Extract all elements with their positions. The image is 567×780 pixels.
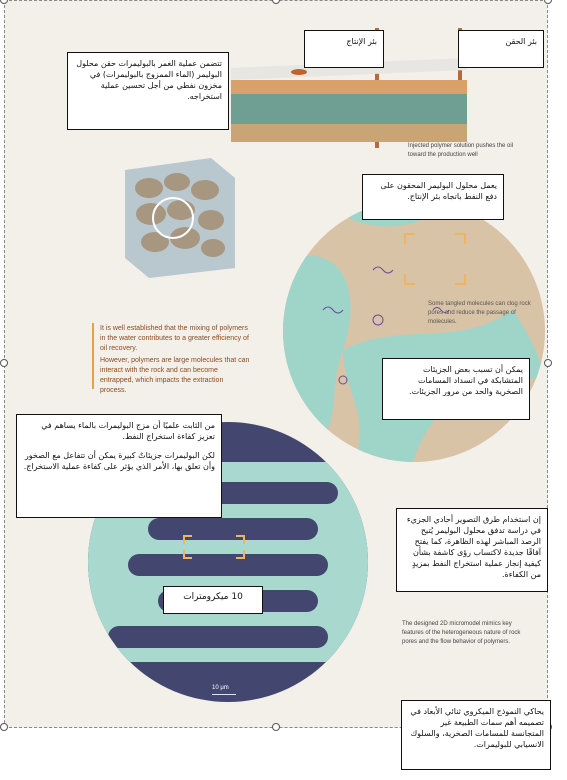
tangled-molecules-caption: Some tangled molecules can clog rock pores and reduce the passage of molecules. <box>428 301 531 325</box>
callout-tangled-molecules[interactable]: يمكن أن تسبب بعض الجزيئات المتشابكة في انسداد المسامات الصخرية والحد من مرور الجزيئات. <box>382 358 530 420</box>
callout-microscopy[interactable]: إن استخدام طرق التصوير أحادي الجزيء في دراسة تدفق محلول البوليمر يُتيح الرصد المباشر لهذه الظاهرة، كما يفتح آفاقًا جديدة لاكتساب رؤى كاشفة بشأن كيفية إنجاز عملية استخراج النفط بمزيدٍ من الكفاءة. <box>396 508 548 592</box>
polymer-mixing-paragraph-2: However, polymers are large molecules that can interact with the rock and can become entrapped, which impacts the extraction process. <box>100 357 250 394</box>
resize-handle-middle-left[interactable] <box>0 359 8 367</box>
resize-handle-top-right[interactable] <box>544 0 552 4</box>
rock-grain-cube <box>115 150 241 278</box>
resize-handle-bottom-left[interactable] <box>0 723 8 731</box>
callout-injection-well[interactable]: بئر الحقن <box>458 30 544 68</box>
scale-label: 10 μm <box>212 685 229 691</box>
callout-polymer-mixing-p2: لكن البوليمرات جزيئاتٌ كبيرة يمكن أن تتفاعل مع الصخور وأن تعلق بها، الأمر الذي يؤثر على كفاءة عملية الاستخراج. <box>23 451 215 471</box>
injected-polymer-caption: Injected polymer solution pushes the oil toward the production well <box>408 143 514 158</box>
micromodel-caption: The designed 2D micromodel mimics key features of the heterogeneous nature of rock pores and the flow behavior of polymers. <box>402 621 521 645</box>
accent-bar <box>92 323 94 389</box>
callout-polymer-mixing-p1: من الثابت علميًا أن مزج البوليمرات بالماء يساهم في تعزيز كفاءة استخراج النفط. <box>41 421 215 441</box>
callout-ten-micrometers[interactable]: 10 ميكرومترات <box>163 586 263 614</box>
callout-production-well[interactable]: بئر الإنتاج <box>304 30 384 68</box>
resize-handle-middle-right[interactable] <box>544 359 552 367</box>
callout-polymer-mixing[interactable] <box>16 414 222 518</box>
reservoir-cross-section <box>231 58 467 142</box>
pore-zoom-illustration <box>283 200 545 462</box>
callout-micromodel[interactable]: يحاكي النموذج الميكروي ثنائي الأبعاد في تصميمه أهم سمات الطبيعة غير المتجانسة للمسامات الصخرية، والسلوك الانسيابي للبوليمرات. <box>401 700 551 770</box>
callout-push-oil[interactable]: يعمل محلول البوليمر المحقون على دفع النفط باتجاه بئر الإنتاج. <box>362 174 504 220</box>
polymer-mixing-paragraph-1: It is well established that the mixing of polymers in the water contributes to a greater efficiency of oil recovery. <box>100 325 249 352</box>
scale-bar <box>212 694 236 695</box>
callout-intro[interactable]: تتضمن عملية الغمر بالبوليمرات حقن محلول البوليمر (الماء الممزوج بالبوليمرات) في مخزون نفطي من أجل تحسين عملية استخراجه. <box>67 52 229 130</box>
resize-handle-bottom-middle[interactable] <box>272 723 280 731</box>
